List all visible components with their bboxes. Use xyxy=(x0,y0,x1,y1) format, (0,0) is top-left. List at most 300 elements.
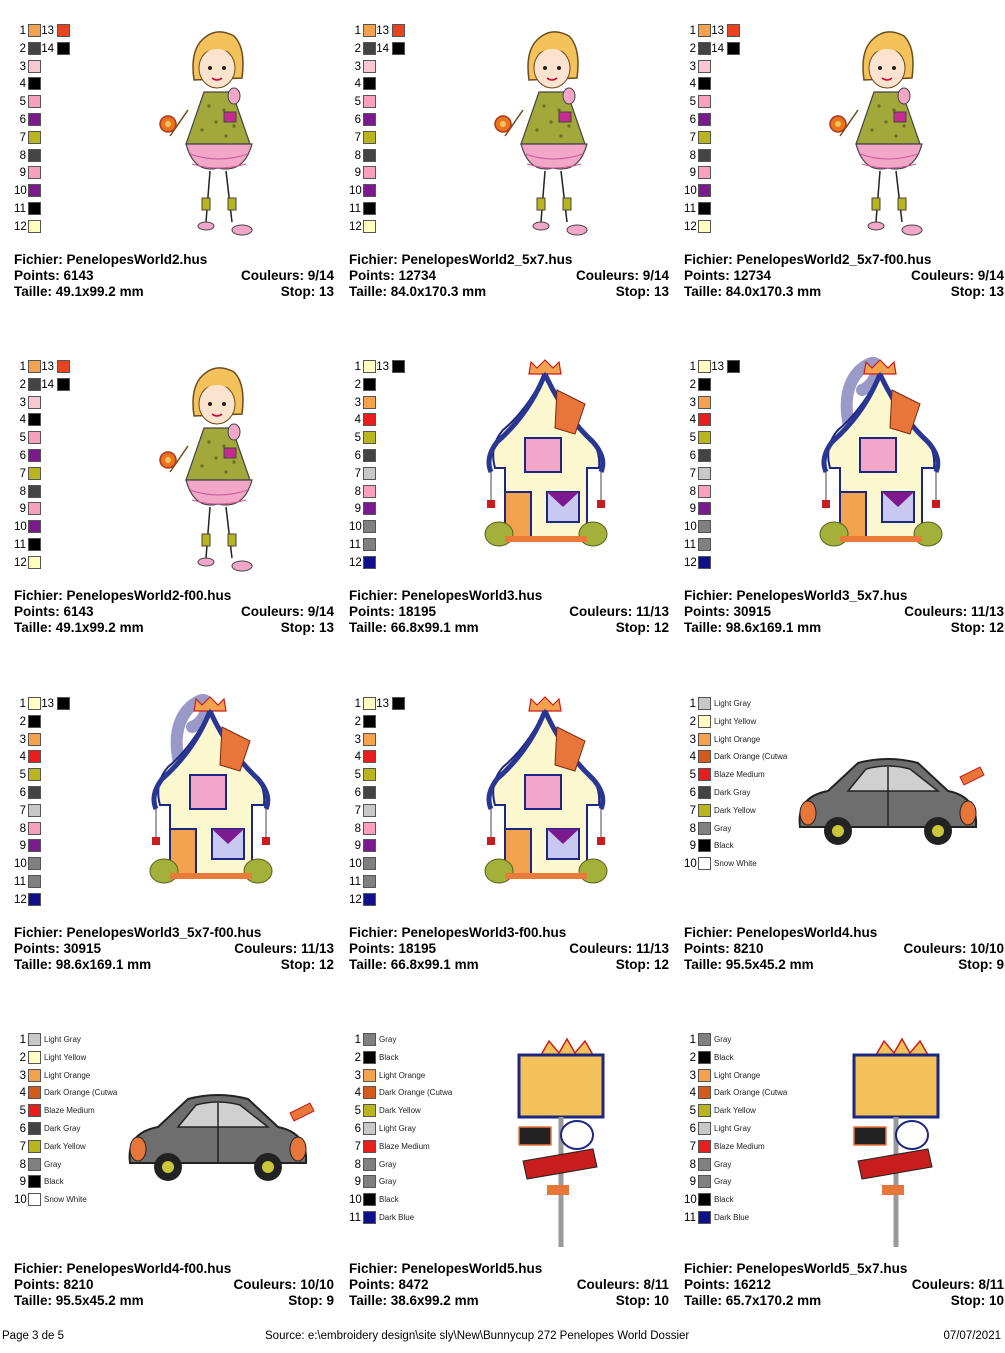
swatch-number: 9 xyxy=(689,167,696,180)
swatch-number: 13 xyxy=(41,25,54,37)
design-card xyxy=(349,697,669,1017)
swatch-number: 6 xyxy=(19,1123,26,1135)
design-info xyxy=(684,925,1004,973)
file-name: Fichier: PenelopesWorld5.hus xyxy=(349,1261,543,1276)
swatch-color xyxy=(698,733,711,746)
swatch-number: 10 xyxy=(684,521,697,534)
swatch-number: 4 xyxy=(689,1087,696,1100)
swatch-color xyxy=(698,786,711,799)
swatch-color xyxy=(698,750,711,763)
swatch-color xyxy=(28,113,41,126)
swatch-name: Snow White xyxy=(44,1195,87,1205)
swatch-color xyxy=(363,413,376,426)
swatch-color xyxy=(698,1122,711,1135)
swatch-number: 11 xyxy=(349,539,361,551)
swatch-number: 1 xyxy=(354,25,361,37)
swatch-name: Dark Blue xyxy=(714,1213,750,1222)
design-size: Taille: 66.8x99.1 mm xyxy=(349,620,479,635)
swatch-color xyxy=(698,1051,711,1064)
swatch-color xyxy=(28,750,41,763)
swatch-number: 10 xyxy=(349,858,362,871)
swatch-color xyxy=(28,822,41,835)
swatch-number: 7 xyxy=(19,131,26,144)
swatch-number: 10 xyxy=(14,858,27,871)
stop-count: Stop: 12 xyxy=(615,957,669,972)
swatch-color xyxy=(28,467,41,480)
swatch-color xyxy=(698,202,711,215)
swatch-name: Gray xyxy=(714,823,732,833)
stop-count: Stop: 9 xyxy=(288,1293,334,1308)
swatch-number: 14 xyxy=(711,42,724,55)
stitch-points: Points: 6143 xyxy=(14,604,94,619)
design-info xyxy=(684,252,1004,300)
swatch-color xyxy=(57,42,70,55)
swatch-number: 14 xyxy=(41,378,54,391)
swatch-name: Black xyxy=(714,841,734,851)
swatch-number: 5 xyxy=(354,96,361,109)
swatch-number: 1 xyxy=(19,698,26,710)
swatch-color xyxy=(28,857,41,870)
swatch-color xyxy=(363,202,376,215)
queen-sign-embroidery-image xyxy=(511,1035,621,1260)
house-embroidery-image xyxy=(810,350,950,595)
stitch-points: Points: 12734 xyxy=(684,268,772,283)
swatch-number: 4 xyxy=(19,78,26,91)
car-embroidery-image xyxy=(788,747,988,862)
swatch-color xyxy=(363,804,376,817)
swatch-number: 3 xyxy=(19,396,26,409)
swatch-number: 2 xyxy=(19,378,26,391)
print-date: 07/07/2021 xyxy=(943,1330,1001,1342)
swatch-color xyxy=(363,502,376,515)
swatch-color xyxy=(28,1122,41,1135)
stitch-points: Points: 18195 xyxy=(349,941,437,956)
swatch-name: Dark Orange (Cutwa xyxy=(44,1088,118,1098)
swatch-name: Gray xyxy=(379,1159,397,1169)
swatch-name: Blaze Medium xyxy=(44,1106,95,1116)
file-name: Fichier: PenelopesWorld5_5x7.hus xyxy=(684,1261,908,1276)
swatch-number: 9 xyxy=(689,1176,696,1189)
swatch-color xyxy=(363,1140,376,1153)
swatch-name: Dark Orange (Cutwa xyxy=(714,752,788,762)
swatch-number: 4 xyxy=(354,751,361,764)
swatch-color xyxy=(698,166,711,179)
swatch-number: 11 xyxy=(684,539,696,551)
swatch-name: Light Yellow xyxy=(714,716,757,726)
design-info xyxy=(14,925,334,973)
swatch-name: Blaze Medium xyxy=(714,770,765,780)
file-name: Fichier: PenelopesWorld3-f00.hus xyxy=(349,925,567,940)
swatch-color xyxy=(28,166,41,179)
swatch-color xyxy=(363,1122,376,1135)
swatch-color xyxy=(363,556,376,569)
swatch-number: 10 xyxy=(684,1194,697,1207)
swatch-color xyxy=(363,1051,376,1064)
swatch-number: 7 xyxy=(689,1140,696,1153)
swatch-color xyxy=(28,520,41,533)
swatch-color xyxy=(28,893,41,906)
color-count: Couleurs: 11/13 xyxy=(904,604,1004,619)
swatch-color xyxy=(363,396,376,409)
swatch-color xyxy=(28,1051,41,1064)
swatch-number: 3 xyxy=(354,733,361,746)
color-count: Couleurs: 8/11 xyxy=(576,1277,669,1292)
swatch-color xyxy=(363,131,376,144)
swatch-number: 9 xyxy=(19,167,26,180)
swatch-color xyxy=(28,556,41,569)
swatch-number: 12 xyxy=(349,220,362,233)
swatch-color xyxy=(28,396,41,409)
swatch-number: 1 xyxy=(689,1034,696,1046)
color-count: Couleurs: 11/13 xyxy=(569,941,669,956)
swatch-number: 6 xyxy=(689,114,696,126)
swatch-number: 2 xyxy=(689,378,696,391)
swatch-color xyxy=(698,485,711,498)
swatch-number: 3 xyxy=(19,60,26,73)
swatch-number: 2 xyxy=(354,42,361,55)
swatch-number: 7 xyxy=(19,804,26,817)
swatch-number: 8 xyxy=(354,1158,361,1171)
swatch-number: 11 xyxy=(684,1212,696,1224)
swatch-number: 12 xyxy=(14,893,27,906)
swatch-number: 8 xyxy=(19,149,26,162)
design-card xyxy=(14,1033,334,1353)
swatch-color xyxy=(57,697,70,710)
file-name: Fichier: PenelopesWorld3.hus xyxy=(349,588,543,603)
swatch-number: 9 xyxy=(354,503,361,516)
swatch-color xyxy=(28,1175,41,1188)
design-info xyxy=(684,1261,1004,1309)
swatch-number: 4 xyxy=(689,414,696,427)
swatch-color xyxy=(363,467,376,480)
swatch-number: 5 xyxy=(19,769,26,782)
swatch-color xyxy=(363,839,376,852)
swatch-color xyxy=(698,538,711,551)
swatch-color xyxy=(28,220,41,233)
swatch-color xyxy=(698,396,711,409)
stop-count: Stop: 13 xyxy=(280,284,334,299)
color-count: Couleurs: 9/14 xyxy=(240,268,334,283)
swatch-number: 3 xyxy=(689,396,696,409)
swatch-color xyxy=(28,149,41,162)
swatch-color xyxy=(363,220,376,233)
design-size: Taille: 95.5x45.2 mm xyxy=(684,957,814,972)
swatch-color xyxy=(363,95,376,108)
swatch-color xyxy=(28,1158,41,1171)
swatch-number: 5 xyxy=(19,1105,26,1118)
file-name: Fichier: PenelopesWorld2_5x7-f00.hus xyxy=(684,252,932,267)
swatch-number: 4 xyxy=(689,78,696,91)
swatch-color xyxy=(698,413,711,426)
swatch-number: 11 xyxy=(684,203,696,215)
swatch-number: 9 xyxy=(354,1176,361,1189)
color-count: Couleurs: 9/14 xyxy=(910,268,1004,283)
design-size: Taille: 84.0x170.3 mm xyxy=(684,284,822,299)
swatch-number: 13 xyxy=(376,361,389,373)
swatch-color xyxy=(363,378,376,391)
swatch-number: 13 xyxy=(711,361,724,373)
swatch-number: 3 xyxy=(689,733,696,746)
stop-count: Stop: 12 xyxy=(280,957,334,972)
design-card xyxy=(349,360,669,680)
swatch-number: 6 xyxy=(354,114,361,126)
swatch-color xyxy=(698,60,711,73)
stop-count: Stop: 13 xyxy=(615,284,669,299)
swatch-number: 1 xyxy=(354,361,361,373)
swatch-number: 6 xyxy=(354,787,361,799)
swatch-number: 8 xyxy=(19,1158,26,1171)
swatch-number: 2 xyxy=(354,715,361,728)
swatch-number: 10 xyxy=(14,1194,27,1207)
swatch-number: 9 xyxy=(19,503,26,516)
swatch-number: 3 xyxy=(689,1069,696,1082)
swatch-color xyxy=(698,131,711,144)
swatch-color xyxy=(363,184,376,197)
swatch-number: 8 xyxy=(354,822,361,835)
swatch-number: 12 xyxy=(349,556,362,569)
swatch-number: 4 xyxy=(354,78,361,91)
swatch-color xyxy=(392,24,405,37)
swatch-number: 11 xyxy=(349,203,361,215)
swatch-number: 9 xyxy=(354,167,361,180)
swatch-name: Light Orange xyxy=(379,1070,426,1080)
queen-sign-embroidery-image xyxy=(846,1035,956,1260)
swatch-color xyxy=(363,715,376,728)
color-count: Couleurs: 9/14 xyxy=(240,604,334,619)
swatch-number: 4 xyxy=(689,751,696,764)
design-card xyxy=(14,360,334,680)
swatch-name: Dark Orange (Cutwa xyxy=(379,1088,453,1098)
stitch-points: Points: 8472 xyxy=(349,1277,429,1292)
swatch-number: 5 xyxy=(689,432,696,445)
girl-embroidery-image xyxy=(824,26,954,251)
swatch-color xyxy=(57,378,70,391)
source-path: Source: e:\embroidery design\site sly\New\Bunnycup 272 Penelopes World Dossier xyxy=(265,1330,690,1342)
swatch-color xyxy=(363,1193,376,1206)
design-card xyxy=(684,697,1004,1017)
swatch-color xyxy=(698,1193,711,1206)
design-info xyxy=(349,252,669,300)
stitch-points: Points: 6143 xyxy=(14,268,94,283)
house-embroidery-image xyxy=(475,687,615,932)
swatch-number: 6 xyxy=(19,114,26,126)
swatch-number: 2 xyxy=(19,1051,26,1064)
swatch-name: Gray xyxy=(714,1177,732,1187)
design-card xyxy=(349,1033,669,1353)
swatch-name: Black xyxy=(714,1052,734,1062)
swatch-color xyxy=(57,24,70,37)
swatch-name: Light Gray xyxy=(714,699,751,708)
stitch-points: Points: 30915 xyxy=(684,604,772,619)
file-name: Fichier: PenelopesWorld3_5x7.hus xyxy=(684,588,908,603)
swatch-name: Dark Yellow xyxy=(714,1106,756,1116)
swatch-number: 3 xyxy=(689,60,696,73)
swatch-color xyxy=(698,149,711,162)
swatch-color xyxy=(28,538,41,551)
swatch-color xyxy=(698,95,711,108)
swatch-number: 8 xyxy=(19,822,26,835)
swatch-number: 6 xyxy=(354,450,361,462)
swatch-color xyxy=(28,60,41,73)
swatch-number: 8 xyxy=(354,149,361,162)
swatch-number: 1 xyxy=(689,25,696,37)
swatch-color xyxy=(363,857,376,870)
swatch-number: 4 xyxy=(354,1087,361,1100)
swatch-number: 9 xyxy=(19,1176,26,1189)
design-size: Taille: 65.7x170.2 mm xyxy=(684,1293,822,1308)
swatch-color xyxy=(698,1086,711,1099)
design-info xyxy=(349,1261,669,1309)
swatch-name: Black xyxy=(44,1177,64,1187)
car-embroidery-image xyxy=(118,1083,318,1198)
swatch-name: Light Gray xyxy=(379,1124,416,1133)
swatch-number: 5 xyxy=(354,769,361,782)
color-count: Couleurs: 11/13 xyxy=(569,604,669,619)
swatch-name: Snow White xyxy=(714,859,757,869)
swatch-color xyxy=(28,768,41,781)
swatch-color xyxy=(363,893,376,906)
swatch-color xyxy=(363,1086,376,1099)
design-size: Taille: 98.6x169.1 mm xyxy=(684,620,822,635)
swatch-number: 10 xyxy=(349,185,362,198)
design-card xyxy=(684,1033,1004,1353)
swatch-number: 6 xyxy=(689,787,696,799)
swatch-color xyxy=(727,24,740,37)
swatch-color xyxy=(28,1033,41,1046)
swatch-number: 1 xyxy=(19,361,26,373)
swatch-number: 2 xyxy=(19,715,26,728)
swatch-name: Light Orange xyxy=(714,1070,761,1080)
swatch-number: 7 xyxy=(354,131,361,144)
swatch-number: 7 xyxy=(689,804,696,817)
swatch-color xyxy=(698,697,711,710)
swatch-number: 3 xyxy=(19,733,26,746)
swatch-color xyxy=(727,42,740,55)
swatch-number: 1 xyxy=(19,25,26,37)
swatch-number: 9 xyxy=(689,503,696,516)
stitch-points: Points: 8210 xyxy=(684,941,764,956)
swatch-color xyxy=(363,431,376,444)
swatch-color xyxy=(363,1033,376,1046)
page-number: Page 3 de 5 xyxy=(2,1330,65,1342)
swatch-number: 8 xyxy=(354,485,361,498)
swatch-color xyxy=(28,131,41,144)
swatch-number: 12 xyxy=(684,556,697,569)
swatch-color xyxy=(363,166,376,179)
stitch-points: Points: 12734 xyxy=(349,268,437,283)
swatch-color xyxy=(698,556,711,569)
swatch-number: 8 xyxy=(689,485,696,498)
swatch-name: Gray xyxy=(714,1035,732,1044)
swatch-number: 13 xyxy=(376,698,389,710)
swatch-number: 10 xyxy=(349,1194,362,1207)
swatch-number: 8 xyxy=(689,822,696,835)
swatch-color xyxy=(727,360,740,373)
design-info xyxy=(684,588,1004,636)
swatch-color xyxy=(28,804,41,817)
swatch-name: Dark Gray xyxy=(714,788,751,797)
swatch-color xyxy=(698,1104,711,1117)
swatch-color xyxy=(363,733,376,746)
swatch-number: 2 xyxy=(354,378,361,391)
swatch-color xyxy=(698,520,711,533)
swatch-color xyxy=(392,360,405,373)
design-card xyxy=(349,24,669,344)
design-size: Taille: 66.8x99.1 mm xyxy=(349,957,479,972)
swatch-number: 6 xyxy=(689,450,696,462)
swatch-number: 7 xyxy=(354,1140,361,1153)
house-embroidery-image xyxy=(140,687,280,932)
swatch-number: 1 xyxy=(19,1034,26,1046)
swatch-number: 1 xyxy=(354,1034,361,1046)
swatch-number: 10 xyxy=(14,185,27,198)
design-card xyxy=(684,24,1004,344)
swatch-number: 1 xyxy=(354,698,361,710)
stitch-points: Points: 18195 xyxy=(349,604,437,619)
swatch-name: Black xyxy=(379,1195,399,1205)
stop-count: Stop: 13 xyxy=(950,284,1004,299)
swatch-color xyxy=(698,822,711,835)
swatch-color xyxy=(28,1086,41,1099)
swatch-number: 10 xyxy=(14,521,27,534)
swatch-name: Dark Yellow xyxy=(379,1106,421,1116)
stitch-points: Points: 8210 xyxy=(14,1277,94,1292)
design-size: Taille: 84.0x170.3 mm xyxy=(349,284,487,299)
swatch-color xyxy=(698,804,711,817)
swatch-name: Light Gray xyxy=(714,1124,751,1133)
swatch-color xyxy=(698,715,711,728)
swatch-number: 2 xyxy=(19,42,26,55)
swatch-number: 6 xyxy=(354,1123,361,1135)
design-info xyxy=(14,252,334,300)
swatch-name: Gray xyxy=(714,1159,732,1169)
swatch-name: Light Orange xyxy=(44,1070,91,1080)
swatch-color xyxy=(698,1069,711,1082)
swatch-number: 4 xyxy=(19,1087,26,1100)
swatch-number: 2 xyxy=(689,715,696,728)
swatch-name: Blaze Medium xyxy=(714,1141,765,1151)
swatch-number: 5 xyxy=(354,432,361,445)
file-name: Fichier: PenelopesWorld4.hus xyxy=(684,925,878,940)
design-info xyxy=(349,588,669,636)
swatch-color xyxy=(28,449,41,462)
design-size: Taille: 49.1x99.2 mm xyxy=(14,620,144,635)
swatch-number: 12 xyxy=(349,893,362,906)
swatch-color xyxy=(698,449,711,462)
swatch-color xyxy=(698,220,711,233)
swatch-color xyxy=(698,768,711,781)
house-embroidery-image xyxy=(475,350,615,595)
stop-count: Stop: 10 xyxy=(950,1293,1004,1308)
swatch-color xyxy=(392,697,405,710)
swatch-number: 1 xyxy=(689,698,696,710)
swatch-number: 13 xyxy=(376,25,389,37)
file-name: Fichier: PenelopesWorld2_5x7.hus xyxy=(349,252,573,267)
swatch-number: 11 xyxy=(14,203,26,215)
swatch-number: 9 xyxy=(689,840,696,853)
swatch-color xyxy=(363,485,376,498)
stop-count: Stop: 10 xyxy=(615,1293,669,1308)
swatch-number: 12 xyxy=(14,220,27,233)
swatch-color xyxy=(363,520,376,533)
swatch-color xyxy=(363,1158,376,1171)
swatch-number: 4 xyxy=(19,414,26,427)
swatch-name: Blaze Medium xyxy=(379,1141,430,1151)
swatch-color xyxy=(28,431,41,444)
swatch-name: Black xyxy=(714,1195,734,1205)
swatch-color xyxy=(28,1193,41,1206)
swatch-color xyxy=(363,77,376,90)
